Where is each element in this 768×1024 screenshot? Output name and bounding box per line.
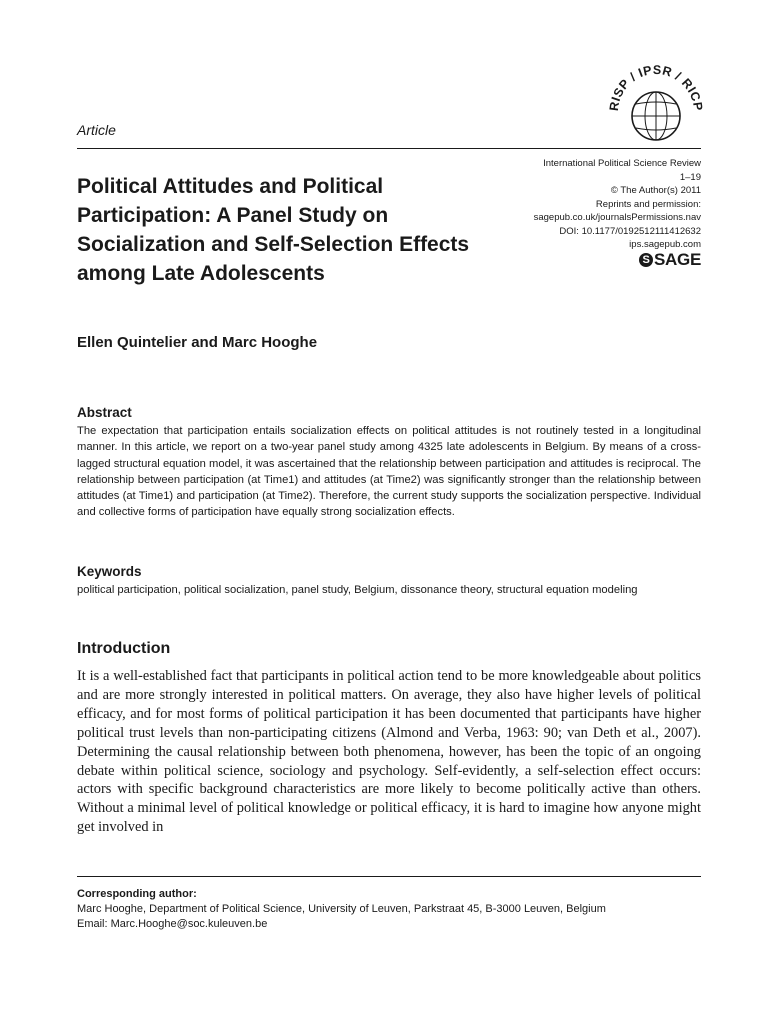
sage-mark-icon: S	[639, 253, 653, 267]
article-authors: Ellen Quintelier and Marc Hooghe	[77, 334, 318, 351]
article-title: Political Attitudes and Political Participation: A Panel Study on Socialization and Self-Selection Effects among Late Adolescents	[77, 175, 470, 285]
journal-name: International Political Science Review	[543, 158, 701, 169]
reprints-label: Reprints and permission:	[595, 198, 701, 210]
copyright: © The Author(s) 2011	[610, 185, 701, 196]
introduction-heading: Introduction	[77, 640, 171, 657]
article-type-label: Article	[77, 122, 116, 138]
publisher-name: SAGE	[654, 250, 701, 269]
journal-site-link[interactable]: ips.sagepub.com	[629, 239, 701, 250]
footnote-divider	[77, 876, 701, 877]
corresponding-author-heading: Corresponding author:	[77, 888, 197, 900]
corresponding-author-affiliation: Marc Hooghe, Department of Political Science, University of Leuven, Parkstraat 45, B-3000 Leuven, Belgium	[77, 903, 606, 915]
doi[interactable]: DOI: 10.1177/0192512111412632	[559, 225, 701, 237]
corresponding-author-email[interactable]: Email: Marc.Hooghe@soc.kuleuven.be	[77, 918, 268, 930]
journal-info	[461, 157, 701, 252]
permissions-link[interactable]: sagepub.co.uk/journalsPermissions.nav	[533, 212, 701, 223]
keywords-text: political participation, political socialization, panel study, Belgium, dissonance theory, structural equation modeling	[77, 584, 638, 596]
logo-text: RISP / IPSR / RICP	[606, 62, 706, 112]
abstract-text: The expectation that participation entails socialization effects on political attitudes is not routinely tested in a longitudinal manner. In this article, we report on a two-year panel study among 4325 late adolescents in Belgium. By means of a cross-lagged structural equation model, it was ascertained that the relationship between participation and attitudes is reciprocal. The relationship between participation (at Time1) and attitudes (at Time2) was significantly stronger than the relationship between attitudes (at Time1) and participation (at Time2). Therefore, the current study supports the socialization perspective. Individual and collective forms of participation have equally strong socialization effects.	[77, 425, 701, 519]
page-range: 1–19	[679, 171, 701, 183]
introduction-text: It is a well-established fact that participants in political action tend to be more knowledgeable about politics and are more strongly interested in political matters. On average, they also have higher levels of political efficacy, and for most forms of political participation it has been documented that participants have higher political trust levels than non-participating citizens (Almond and Verba, 1963: 90; van Deth et al., 2007). Determining the causal relationship between both phenomena, however, has been the topic of an ongoing debate within political science, sociology and psychology. Self-evidently, a self-selection effect occurs: actors with specific background characteristics are more likely to become politically active than others. Without a minimal level of political knowledge or political efficacy, it is hard to imagine how anyone might get involved in	[77, 668, 701, 836]
keywords-heading: Keywords	[77, 564, 142, 579]
abstract-heading: Abstract	[77, 405, 132, 420]
publisher-logo	[639, 250, 701, 270]
journal-seal-logo	[602, 56, 706, 160]
